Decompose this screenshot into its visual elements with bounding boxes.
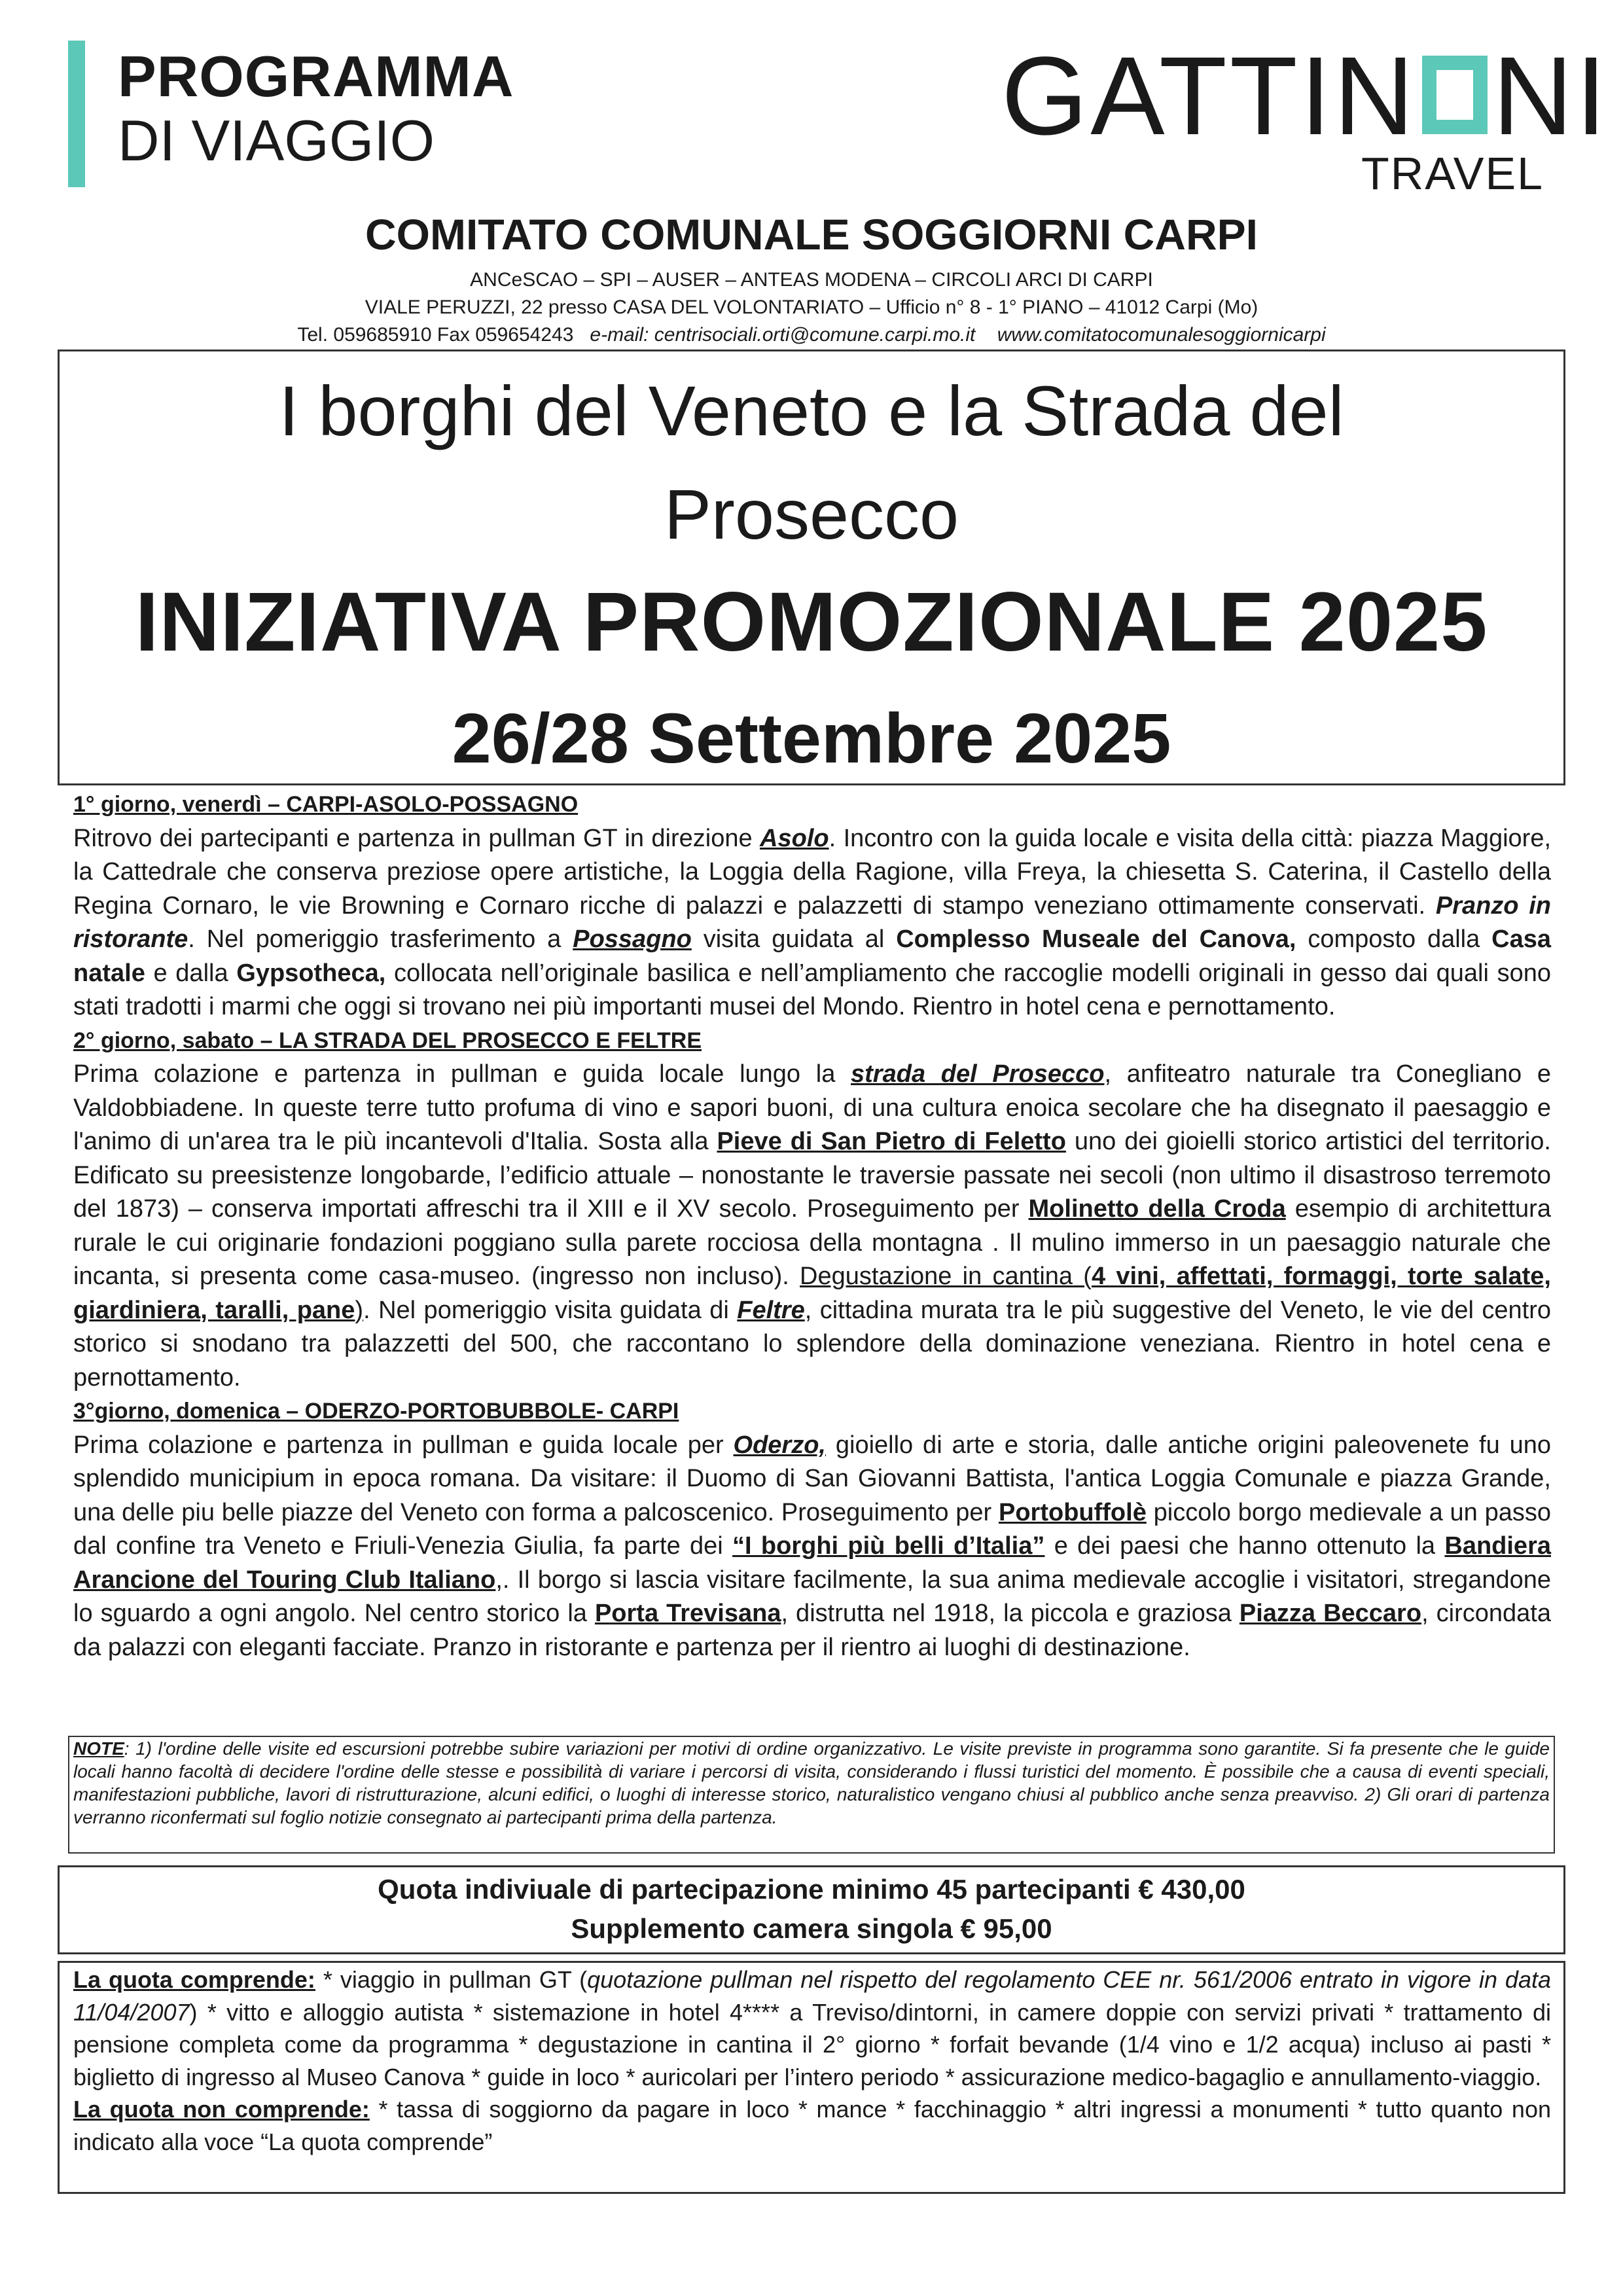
- single-room-supplement: Supplemento camera singola € 95,00: [571, 1913, 1052, 1944]
- trip-dates: 26/28 Settembre 2025: [452, 698, 1171, 778]
- accent-bar: [68, 41, 85, 187]
- phone-fax: Tel. 059685910 Fax 059654243: [297, 324, 574, 346]
- quota-includes: La quota comprende: * viaggio in pullman GT (quotazione pullman nel rispetto del regolamento CEE nr. 561/2006 entrato in vigore in data 11/04/2007) * vitto e alloggio autista * sistemazione in hotel 4**** a Treviso/dintorni, in camere doppie con servizi privati * trattamento di pensione completa come da programma * degustazione in cantina il 2° giorno * forfait bevande (1/4 vino e 1/2 acqua) incluso ai pasti * biglietto di ingresso al Museo Canova * guide in loco * auricolari per l’intero periodo * assicurazione medico-bagaglio e annullamento-viaggio.: [73, 1966, 1552, 2090]
- promo-title: INIZIATIVA PROMOZIONALE 2025: [135, 575, 1488, 669]
- program-title: PROGRAMMA: [118, 44, 514, 109]
- includes-label: La quota comprende:: [73, 1966, 315, 1993]
- brand-square-icon: [1422, 56, 1488, 134]
- day3-text: Prima colazione e partenza in pullman e guida locale per Oderzo, gioiello di arte e storia, dalle antiche origini paleovenete fu uno splendido municipium in epoca romana. Da visitare: il Duomo di San Giovanni Battista, l'antica Loggia Comunale e piazza Grande, una delle piu belle piazze del Veneto con forma a palcoscenico. Proseguimento per Portobuffolè piccolo borgo medievale a un passo dal confine tra Veneto e Friuli-Venezia Giulia, fa parte dei “I borghi più belli d’Italia” e dei paesi che hanno ottenuto la Bandiera Arancione del Touring Club Italiano,. Il borgo si lascia visitare facilmente, la sua anima medievale accoglie i visitatori, stregandone lo sguardo a ogni angolo. Nel centro storico la Porta Trevisana, distrutta nel 1918, la piccola e graziosa Piazza Beccaro, circondata da palazzi con eleganti facciate. Pranzo in ristorante e partenza per il rientro ai luoghi di destinazione.: [73, 1431, 1551, 1661]
- brand-text-start: GATTIN: [1001, 34, 1417, 158]
- trip-title-line2: Prosecco: [664, 475, 959, 554]
- day2-text: Prima colazione e partenza in pullman e guida locale lungo la strada del Prosecco, anfiteatro naturale tra Conegliano e Valdobbiadene. In queste terre tutto profuma di vino e sapori buoni, di una cultura enoica secolare che ha disegnato il paesaggio e l'animo di un'area tra le più incantevoli d'Italia. Sosta alla Pieve di San Pietro di Feletto uno dei gioielli storico artistici del territorio. Edificato su preesistenze longobarde, l’edificio attuale – nonostante le traversie passate nei secoli (non ultimo il disastroso terremoto del 1873) – conserva importati affreschi tra il XIII e il XV secolo. Proseguimento per Molinetto della Croda esempio di architettura rurale le cui originarie fondazioni poggiano sulla parete rocciosa della montagna . Il mulino immerso in un paesaggio naturale che incanta, si presenta come casa-museo. (ingresso non incluso). Degustazione in cantina (4 vini, affettati, formaggi, torte salate, giardiniera, taralli, pane). Nel pomeriggio visita guidata di Feltre, cittadina murata tra le più suggestive del Veneto, le vie del centro storico si snodano tra palazzetti del 500, che raccontano lo splendore della dominazione veneziana. Rientro in hotel cena e pernottamento.: [73, 1060, 1552, 1391]
- committee-associations: ANCeSCAO – SPI – AUSER – ANTEAS MODENA – CIRCOLI ARCI DI CARPI: [470, 269, 1153, 291]
- trip-title-line1: I borghi del Veneto e la Strada del: [279, 371, 1344, 450]
- itinerary: [73, 788, 1551, 1664]
- committee-contacts: [0, 322, 1623, 348]
- note-label: NOTE: [73, 1738, 124, 1759]
- committee-address: VIALE PERUZZI, 22 presso CASA DEL VOLONTARIATO – Ufficio n° 8 - 1° PIANO – 41012 Carpi (Mo): [365, 296, 1258, 318]
- quota-excludes: La quota non comprende: * tassa di soggiorno da pagare in loco * mance * facchinaggio * altri ingressi a monumenti * tutto quanto non indicato alla voce “La quota comprende”: [73, 2096, 1551, 2155]
- price-per-person: Quota indiviuale di partecipazione minimo 45 partecipanti € 430,00: [378, 1874, 1245, 1905]
- day1-text: Ritrovo dei partecipanti e partenza in pullman GT in direzione Asolo. Incontro con la guida locale e visita della città: piazza Maggiore, la Cattedrale che conserva preziose opere artistiche, la Loggia della Ragione, villa Freya, la chiesetta S. Caterina, il Castello della Regina Cornaro, le vie Browning e Cornaro ricche di palazzi e palazzetti di stampo veneziano ottimamente conservati. Pranzo in ristorante. Nel pomeriggio trasferimento a Possagno visita guidata al Complesso Museale del Canova, composto dalla Casa natale e dalla Gypsotheca, collocata nell’originale basilica e nell’ampliamento che raccoglie modelli originali in gesso dai quali sono stati tradotti i marmi che oggi si trovano nei più importanti musei del Mondo. Rientro in hotel cena e pernottamento.: [73, 824, 1552, 1020]
- committee-name: COMITATO COMUNALE SOGGIORNI CARPI: [365, 210, 1258, 259]
- day2-heading: 2° giorno, sabato – LA STRADA DEL PROSECCO E FELTRE: [73, 1028, 702, 1053]
- program-subtitle: DI VIAGGIO: [118, 108, 435, 173]
- brand-subtitle: TRAVEL: [1361, 148, 1544, 199]
- website-link[interactable]: www.comitatocomunalesoggiornicarpi: [997, 324, 1326, 346]
- brand-text-end: NI: [1492, 34, 1609, 158]
- brand-logo: [1001, 34, 1609, 158]
- email-link[interactable]: e-mail: centrisociali.orti@comune.carpi.mo.it: [590, 324, 976, 346]
- excludes-label: La quota non comprende:: [73, 2096, 370, 2123]
- day3-heading: 3°giorno, domenica – ODERZO-PORTOBUBBOLE- CARPI: [73, 1399, 679, 1424]
- includes-section: [73, 1964, 1551, 2158]
- note-text: NOTE: 1) l'ordine delle visite ed escursioni potrebbe subire variazioni per motivi di ordine organizzativo. Le visite previste in programma sono garantite. Si fa presente che le guide locali hanno facoltà di decidere l'ordine delle stesse e possibilità di variare i percorsi di visita, considerando i flussi turistici del momento. È possibile che a causa di eventi speciali, manifestazioni pubbliche, lavori di ristrutturazione, alcuni edifici, o luoghi di interesse storico, naturalistico vengano chiusi al pubblico anche senza preavviso. 2) Gli orari di partenza verranno riconfermati sul foglio notizie consegnato ai partecipanti prima della partenza.: [73, 1738, 1550, 1827]
- day1-heading: 1° giorno, venerdì – CARPI-ASOLO-POSSAGNO: [73, 792, 579, 817]
